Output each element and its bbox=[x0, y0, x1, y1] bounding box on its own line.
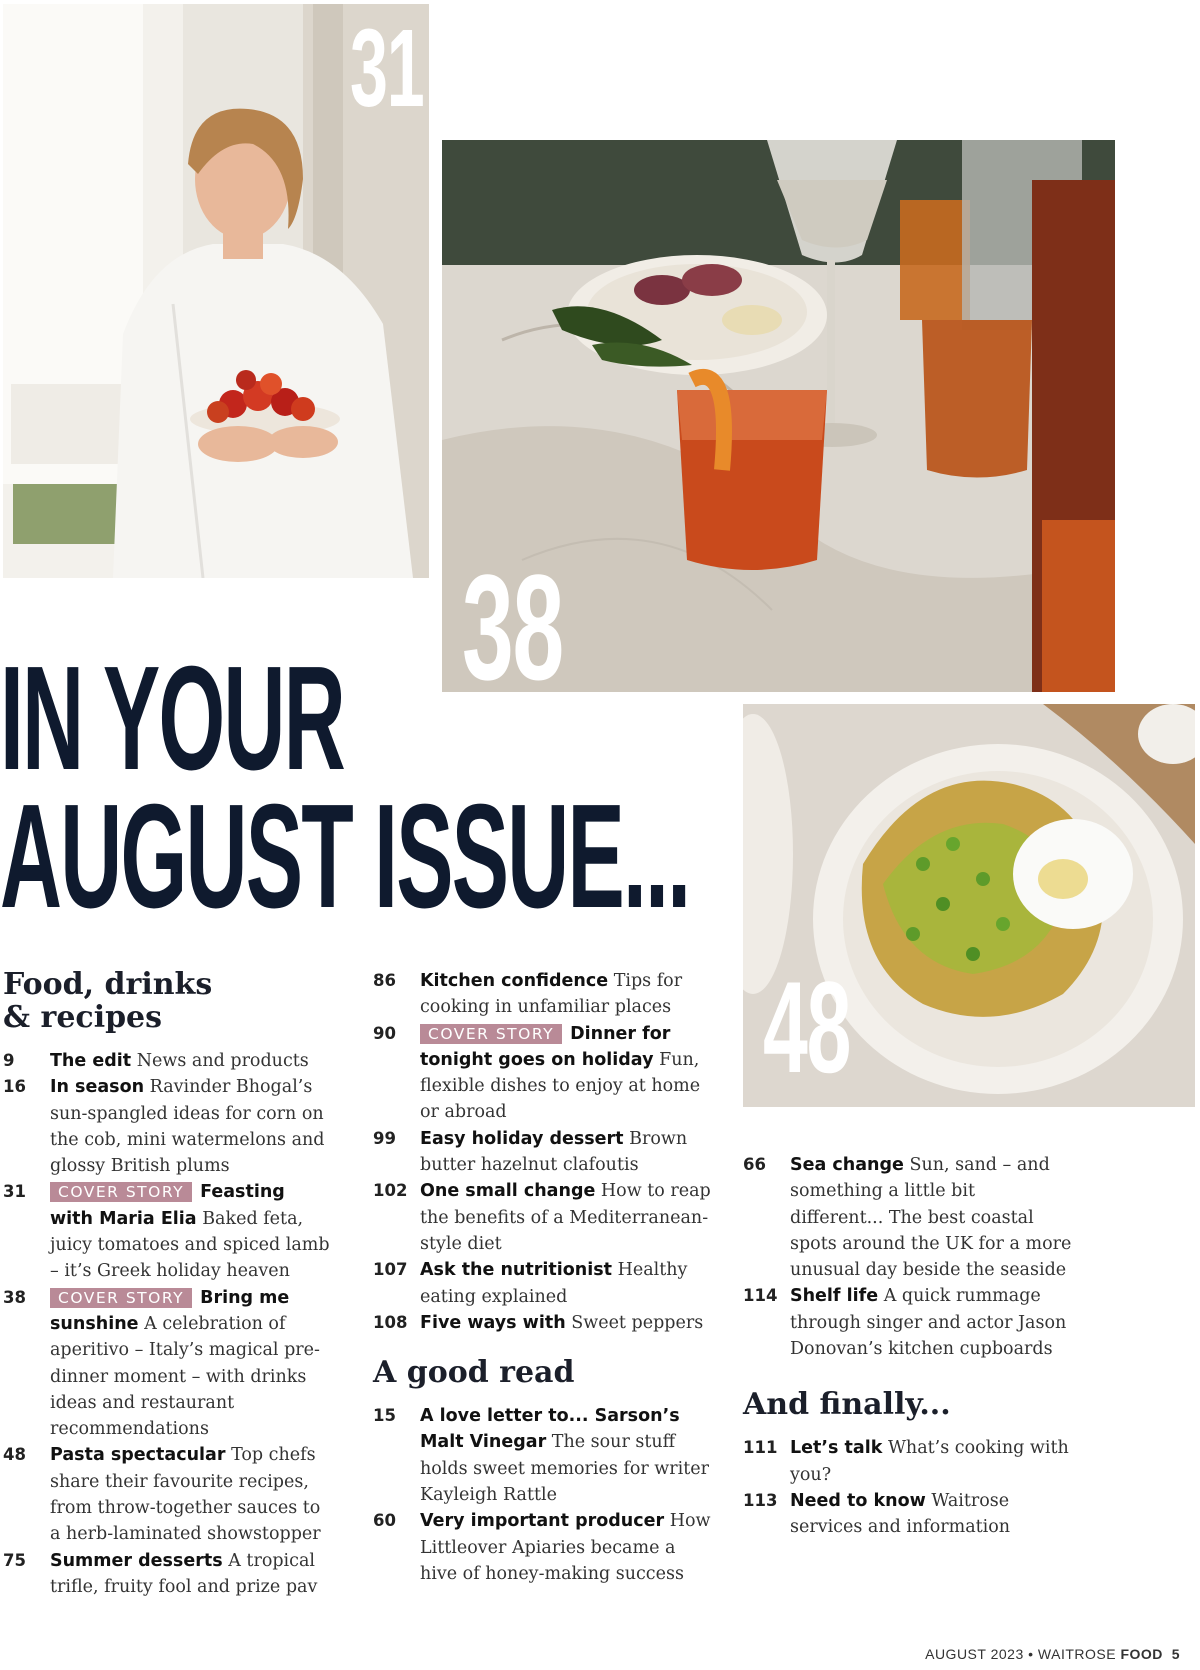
page-number: 66 bbox=[743, 1155, 766, 1174]
entry-description: Sun, sand – and something a little bit different... The best coastal spots around the UK for a more unusual day beside the seaside bbox=[790, 1155, 1072, 1281]
cover-story-badge: COVER STORY bbox=[50, 1182, 192, 1202]
contents-entry bbox=[3, 1442, 333, 1547]
entry-title: Dinner for tonight goes on holiday bbox=[420, 1023, 671, 1070]
page-number: 102 bbox=[373, 1181, 408, 1201]
entry-description: Waitrose services and information bbox=[790, 1490, 1011, 1538]
entry-description: A tropical trifle, fruity fool and prize pav bbox=[50, 1550, 318, 1597]
entry-title: A love letter to... Sarson’s Malt Vinegar bbox=[420, 1406, 680, 1453]
entry-title: Easy holiday dessert bbox=[420, 1128, 624, 1149]
page-number: 75 bbox=[3, 1550, 26, 1570]
contents-entry bbox=[743, 1283, 1073, 1362]
contents-entry bbox=[373, 1310, 713, 1336]
page-number: 9 bbox=[3, 1051, 15, 1070]
entry-body bbox=[50, 1548, 333, 1601]
entry-body bbox=[790, 1152, 1073, 1283]
entry-title: Shelf life bbox=[790, 1286, 879, 1307]
contents-entry bbox=[743, 1435, 1073, 1488]
entry-description: How to reap the benefits of a Mediterranean-style diet bbox=[420, 1181, 711, 1254]
page-number: 38 bbox=[3, 1287, 26, 1307]
entry-body bbox=[420, 968, 713, 1021]
entry-title: Very important producer bbox=[420, 1511, 665, 1532]
contents-entry bbox=[3, 1548, 333, 1601]
entry-description: Brown butter hazelnut clafoutis bbox=[420, 1128, 688, 1176]
footer-date: AUGUST 2023 bbox=[925, 1646, 1024, 1662]
footer-page-number: 5 bbox=[1171, 1646, 1180, 1662]
column-2 bbox=[373, 968, 713, 1587]
page-number: 107 bbox=[373, 1260, 408, 1280]
page-number: 111 bbox=[743, 1438, 778, 1458]
page-number: 48 bbox=[3, 1445, 26, 1465]
entry-description: Tips for cooking in unfamiliar places bbox=[420, 971, 683, 1018]
entry-title: Need to know bbox=[790, 1490, 926, 1511]
section-title-good-read: A good read bbox=[373, 1355, 575, 1391]
read-entries bbox=[373, 1403, 713, 1587]
headline-line-1: IN YOUR bbox=[0, 636, 344, 801]
contents-entry bbox=[373, 968, 713, 1021]
contents-entry bbox=[3, 1179, 333, 1284]
entry-description: A celebration of aperitivo – Italy’s magical pre-dinner moment – with drinks ideas and restaurant recommendations bbox=[50, 1313, 320, 1440]
entry-body bbox=[420, 1310, 713, 1336]
issue-headline bbox=[0, 636, 690, 939]
page-number-38: 38 bbox=[462, 543, 563, 692]
entry-title: Pasta spectacular bbox=[50, 1445, 226, 1466]
page-number: 31 bbox=[3, 1182, 26, 1202]
contents-entry bbox=[3, 1048, 333, 1074]
cover-story-badge: COVER STORY bbox=[420, 1024, 562, 1044]
entry-title: Ask the nutritionist bbox=[420, 1260, 613, 1281]
photo-pasta bbox=[743, 704, 1195, 1107]
entry-body bbox=[790, 1488, 1073, 1541]
entry-body bbox=[50, 1048, 333, 1074]
footer-brand: WAITROSE bbox=[1037, 1646, 1117, 1662]
read-entries-continued bbox=[743, 1152, 1073, 1362]
contents-entry bbox=[3, 1074, 333, 1179]
page-number: 113 bbox=[743, 1490, 778, 1510]
entry-body bbox=[50, 1179, 333, 1284]
page-footer bbox=[925, 1646, 1180, 1662]
cover-story-badge: COVER STORY bbox=[50, 1288, 192, 1308]
headline-line-2: AUGUST ISSUE... bbox=[0, 774, 690, 939]
entry-title: Kitchen confidence bbox=[420, 971, 609, 991]
entry-description: What’s cooking with you? bbox=[790, 1438, 1069, 1485]
entry-description: The sour stuff holds sweet memories for writer Kayleigh Rattle bbox=[420, 1432, 709, 1506]
contents-entry bbox=[3, 1285, 333, 1443]
page-number: 99 bbox=[373, 1128, 396, 1148]
entry-title: One small change bbox=[420, 1181, 596, 1202]
entry-title: Let’s talk bbox=[790, 1438, 883, 1459]
entry-description: News and products bbox=[136, 1051, 309, 1071]
contents-entry bbox=[373, 1021, 713, 1126]
page-number: 15 bbox=[373, 1406, 396, 1426]
page-number: 60 bbox=[373, 1511, 396, 1531]
entry-body bbox=[420, 1178, 713, 1257]
contents-entry bbox=[373, 1178, 713, 1257]
entry-body bbox=[420, 1403, 713, 1508]
page-number: 114 bbox=[743, 1286, 778, 1306]
food-entries-continued bbox=[373, 968, 713, 1336]
entry-body bbox=[420, 1021, 713, 1126]
entry-body bbox=[420, 1126, 713, 1179]
contents-entry bbox=[373, 1508, 713, 1587]
entry-description: Healthy eating explained bbox=[420, 1260, 688, 1307]
contents-entry bbox=[373, 1257, 713, 1310]
section-title-food: Food, drinks & recipes bbox=[3, 967, 213, 1035]
entry-body bbox=[420, 1257, 713, 1310]
entry-description: How Littleover Apiaries became a hive of honey-making success bbox=[420, 1511, 711, 1584]
footer-separator: • bbox=[1028, 1646, 1034, 1662]
entry-title: Five ways with bbox=[420, 1312, 566, 1333]
contents-entry bbox=[373, 1403, 713, 1508]
entry-body bbox=[50, 1442, 333, 1547]
entry-title: In season bbox=[50, 1077, 145, 1098]
entry-description: A quick rummage through singer and actor Jason Donovan’s kitchen cupboards bbox=[790, 1286, 1067, 1360]
entry-title: Summer desserts bbox=[50, 1550, 223, 1571]
entry-body bbox=[50, 1074, 333, 1179]
page-number-48: 48 bbox=[763, 954, 851, 1100]
finally-entries bbox=[743, 1435, 1073, 1540]
page-number: 108 bbox=[373, 1312, 408, 1332]
entry-title: Bring me sunshine bbox=[50, 1287, 290, 1334]
food-entries bbox=[3, 1048, 333, 1600]
page-number-31: 31 bbox=[350, 7, 424, 130]
page-number: 16 bbox=[3, 1077, 26, 1097]
entry-title: Feasting with Maria Elia bbox=[50, 1182, 285, 1229]
entry-title: Sea change bbox=[790, 1155, 904, 1175]
photo-maria-elia bbox=[3, 4, 429, 578]
section-food-drinks-recipes bbox=[3, 968, 333, 1600]
page-number: 90 bbox=[373, 1023, 396, 1043]
entry-body bbox=[790, 1283, 1073, 1362]
entry-body bbox=[420, 1508, 713, 1587]
contents-entry bbox=[373, 1126, 713, 1179]
photo-aperitivo bbox=[442, 140, 1115, 692]
column-3 bbox=[743, 1152, 1073, 1541]
section-title-and-finally: And finally... bbox=[743, 1387, 951, 1423]
page-number: 86 bbox=[373, 971, 396, 990]
entry-body bbox=[50, 1285, 333, 1443]
entry-description: Top chefs share their favourite recipes, from throw-together sauces to a herb-laminated showstopper bbox=[50, 1445, 321, 1545]
contents-entry bbox=[743, 1488, 1073, 1541]
entry-description: Baked feta, juicy tomatoes and spiced lamb – it’s Greek holiday heaven bbox=[50, 1208, 330, 1282]
entry-title: The edit bbox=[50, 1051, 132, 1071]
entry-description: Ravinder Bhogal’s sun-spangled ideas for corn on the cob, mini watermelons and glossy British plums bbox=[50, 1077, 325, 1177]
contents-entry bbox=[743, 1152, 1073, 1283]
entry-description: Fun, flexible dishes to enjoy at home or abroad bbox=[420, 1049, 701, 1123]
entry-description: Sweet peppers bbox=[571, 1312, 704, 1333]
footer-brand-bold: FOOD bbox=[1120, 1646, 1163, 1662]
entry-body bbox=[790, 1435, 1073, 1488]
